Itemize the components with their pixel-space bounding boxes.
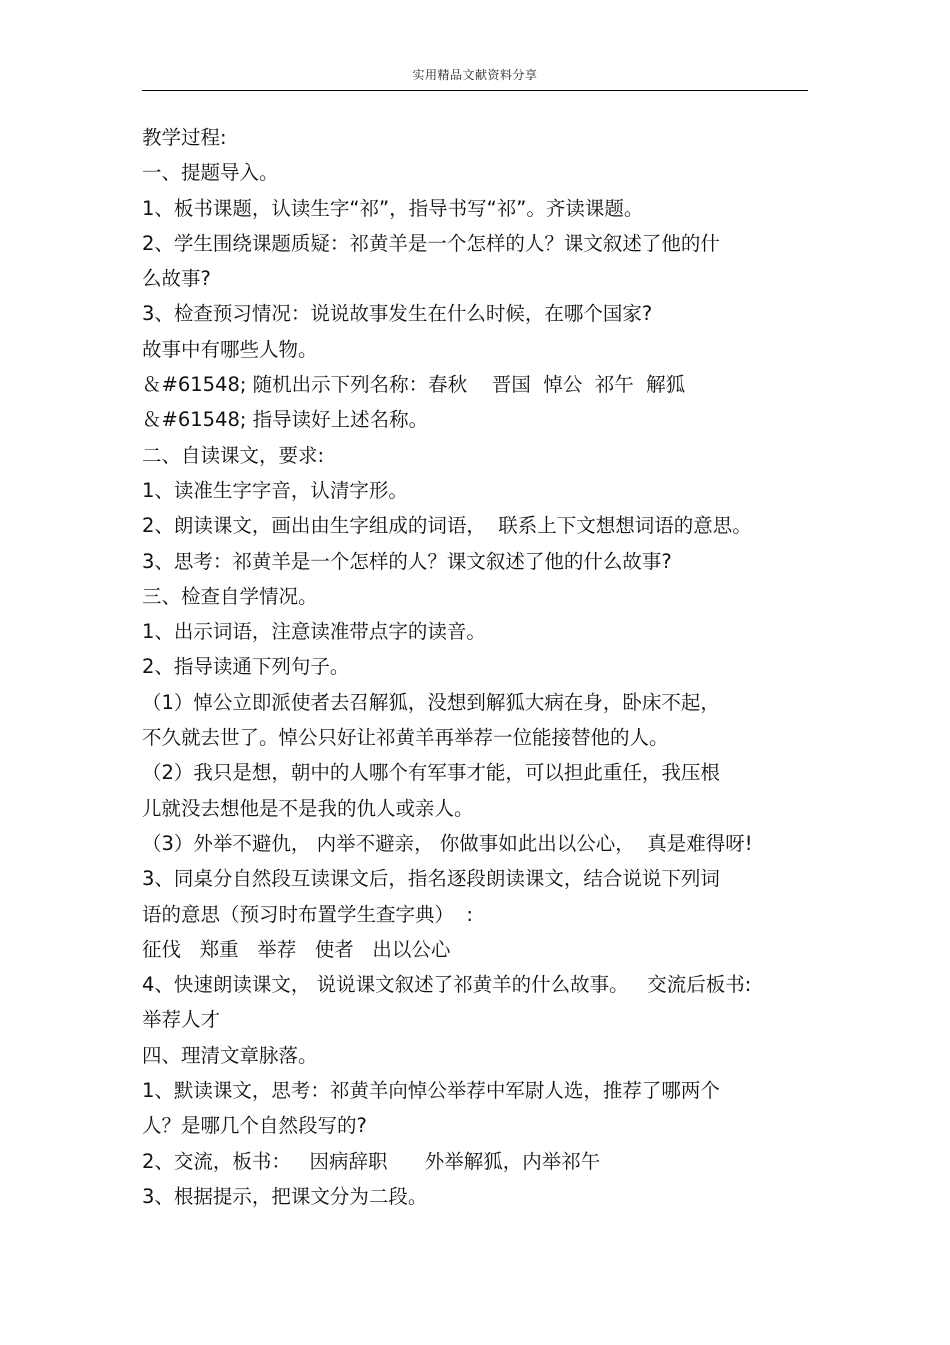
text-line: 儿就没去想他是不是我的仇人或亲人。 [142,796,474,820]
text-line: （1）悼公立即派使者去召解狐，没想到解狐大病在身，卧床不起， [142,690,720,714]
text-line: （2）我只是想，朝中的人哪个有军事才能，可以担此重任，我压根 [142,761,720,785]
text-line: 1、读准生字字音，认清字形。 [142,478,408,502]
document-body [142,120,808,1214]
text-line: 3、同桌分自然段互读课文后，指名逐段朗读课文，结合说说下列词 [142,867,720,891]
text-line: 一、提题导入。 [142,161,279,185]
text-line: 四、理清文章脉落。 [142,1043,318,1067]
text-line: 3、根据提示，把课文分为二段。 [142,1184,428,1208]
text-line: （3）外举不避仇， 内举不避亲， 你做事如此出以公心， 真是难得呀! [142,831,753,855]
text-line: 2、交流，板书： 因病辞职 外举解狐，内举祁午 [142,1149,601,1173]
text-line: 征伐 郑重 举荐 使者 出以公心 [142,937,451,961]
text-line: 么故事? [142,267,211,291]
text-line: 语的意思（预习时布置学生查字典） : [142,902,473,926]
page-header: 实用精品文献资料分享 [412,68,538,82]
text-line: 3、检查预习情况：说说故事发生在什么时候，在哪个国家? [142,302,653,326]
text-line: ＆#61548; 随机出示下列名称：春秋 晋国 悼公 祁午 解狐 [142,373,686,397]
text-line: 2、朗读课文，画出由生字组成的词语， 联系上下文想想词语的意思。 [142,514,752,538]
text-line: 3、思考：祁黄羊是一个怎样的人？课文叙述了他的什么故事? [142,549,672,573]
text-line: 人？是哪几个自然段写的? [142,1114,367,1138]
text-line: ＆#61548; 指导读好上述名称。 [142,408,429,432]
text-line: 三、检查自学情况。 [142,584,318,608]
text-line: 二、自读课文，要求: [142,443,325,467]
text-line: 4、快速朗读课文， 说说课文叙述了祁黄羊的什么故事。 交流后板书: [142,973,752,997]
text-line: 1、板书课题，认读生字“祁”，指导书写“祁”。齐读课题。 [142,196,644,220]
text-line: 1、默读课文，思考：祁黄羊向悼公举荐中军尉人选，推荐了哪两个 [142,1079,720,1103]
text-line: 教学过程: [142,126,227,149]
header-rule [142,90,808,91]
text-line: 2、学生围绕课题质疑：祁黄羊是一个怎样的人？课文叙述了他的什 [142,231,720,255]
text-line: 举荐人才 [142,1008,221,1032]
text-line: 2、指导读通下列句子。 [142,655,350,679]
text-line: 1、出示词语，注意读准带点字的读音。 [142,620,486,644]
text-line: 故事中有哪些人物。 [142,337,318,361]
text-line: 不久就去世了。悼公只好让祁黄羊再举荐一位能接替他的人。 [142,726,669,750]
